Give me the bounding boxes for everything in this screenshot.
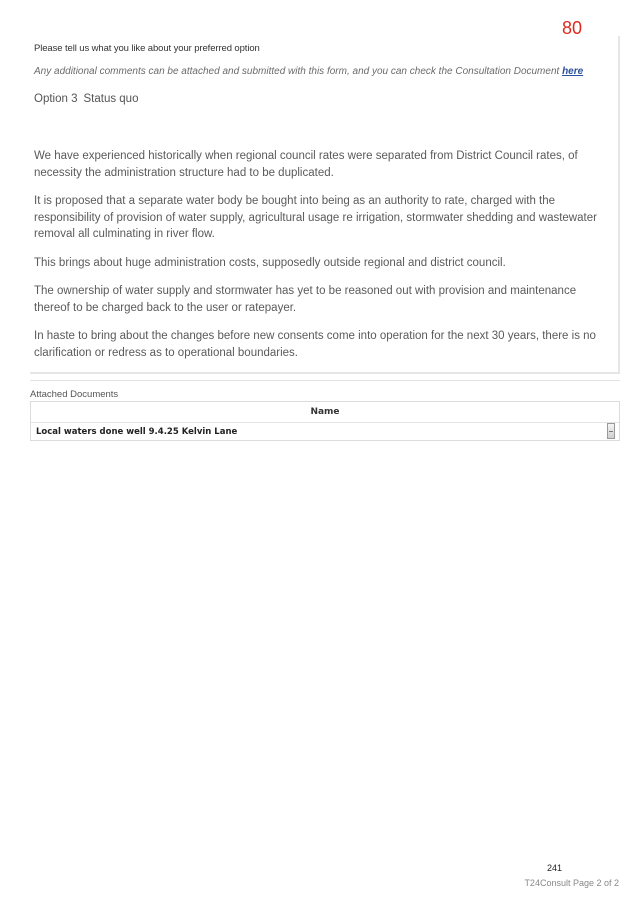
option-name: Status quo [83,93,139,105]
option-number: Option 3 [34,93,78,105]
answer-paragraph: In haste to bring about the changes before new consents come into operation for the next 30 years, there is no clarification or redress as to operational boundaries. [34,330,596,359]
answer-paragraph: It is proposed that a separate water body be bought into being as an authority to rate, charged with the responsibility of provision of water supply, agricultural usage re irrigation, stormwater shedding and wastewater removal all culminating in river flow. [34,195,597,240]
footer-source: T24Consult Page 2 of 2 [524,878,619,888]
answer-paragraph: We have experienced historically when regional council rates were separated from District Council rates, of necessity the administration structure had to be duplicated. [34,150,578,179]
answer-paragraph: This brings about huge administration costs, supposedly outside regional and district council. [34,256,506,269]
table-row[interactable] [31,423,619,441]
instruction-body: Any additional comments can be attached and submitted with this form, and you can check the Consultation Document [34,66,560,77]
page-number: 80 [561,18,582,38]
attached-documents-heading: Attached Documents [30,389,119,400]
question-label: Please tell us what you like about your preferred option [34,43,260,54]
instruction-text [34,66,583,77]
answer-paragraph: The ownership of water supply and stormwater has yet to be reasoned out with provision and maintenance thereof to be charged back to the user or ratepayer. [34,285,577,314]
question-block [30,36,620,374]
answer-text [34,148,614,373]
attached-documents-table [30,401,620,441]
consultation-document-link[interactable]: here [562,66,584,77]
document-name[interactable]: Local waters done well 9.4.25 Kelvin Lane [36,427,238,437]
section-divider [30,380,620,381]
footer-page-number: 241 [547,863,563,873]
document-icon[interactable] [607,423,615,439]
table-header-name: Name [31,402,619,423]
selected-option [34,93,138,105]
